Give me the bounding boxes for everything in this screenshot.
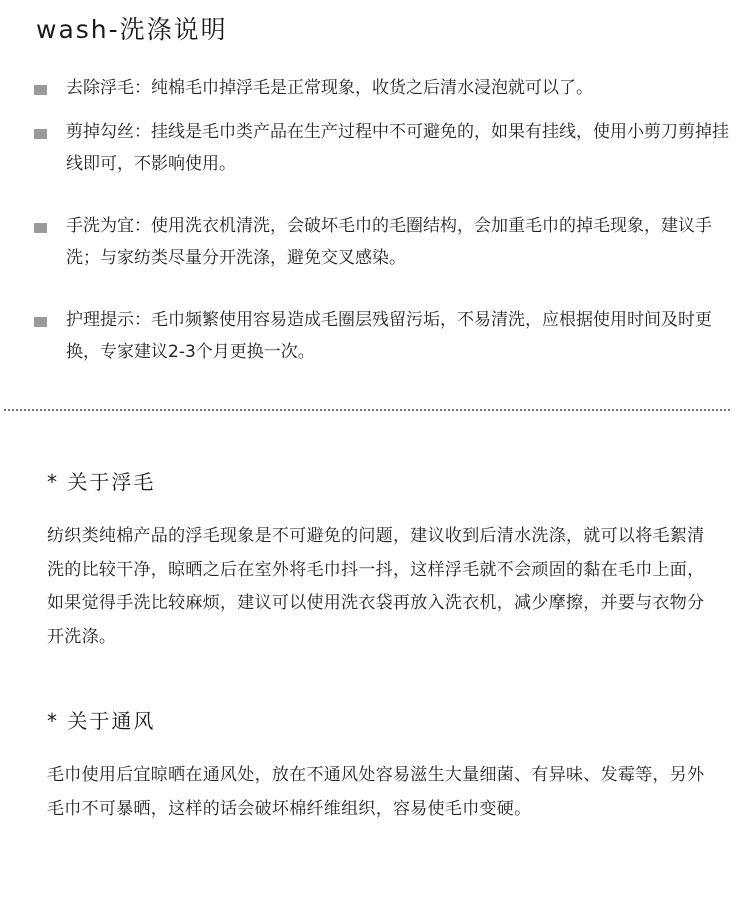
square-bullet-icon	[34, 223, 47, 233]
care-item-text: 手洗为宜：使用洗衣机清洗，会破坏毛巾的毛圈结构，会加重毛巾的掉毛现象，建议手洗；与家纺类尽量分开洗涤，避免交叉感染。	[66, 216, 712, 268]
care-item-cut-snags	[34, 116, 734, 180]
care-instructions-list	[34, 66, 734, 368]
care-item-text: 护理提示：毛巾频繁使用容易造成毛圈层残留污垢，不易清洗，应根据使用时间及时更换，专家建议2-3个月更换一次。	[66, 310, 712, 362]
square-bullet-icon	[34, 317, 47, 327]
section-heading-ventilation: * 关于通风	[47, 709, 156, 733]
dotted-divider	[4, 409, 730, 411]
section-heading-lint: * 关于浮毛	[47, 470, 156, 494]
care-item-text: 剪掉勾丝：挂线是毛巾类产品在生产过程中不可避免的，如果有挂线，使用小剪刀剪掉挂线即可，不影响使用。	[66, 122, 729, 174]
section-body-ventilation: 毛巾使用后宜晾晒在通风处，放在不通风处容易滋生大量细菌、有异味、发霉等，另外毛巾不可暴晒，这样的话会破坏棉纤维组织，容易使毛巾变硬。	[47, 765, 705, 819]
section-body-lint: 纺织类纯棉产品的浮毛现象是不可避免的问题，建议收到后清水洗涤，就可以将毛絮清洗的比较干净，晾晒之后在室外将毛巾抖一抖，这样浮毛就不会顽固的黏在毛巾上面，如果觉得手洗比较麻烦，建议可以使用洗衣袋再放入洗衣机，减少摩擦，并要与衣物分开洗涤。	[47, 526, 705, 647]
square-bullet-icon	[34, 129, 47, 139]
square-bullet-icon	[34, 85, 47, 95]
care-item-hand-wash	[34, 210, 734, 274]
page-title: wash-洗涤说明	[36, 15, 228, 44]
care-item-care-tips	[34, 304, 734, 368]
care-item-text: 去除浮毛：纯棉毛巾掉浮毛是正常现象，收货之后清水浸泡就可以了。	[66, 78, 593, 98]
care-item-remove-lint	[34, 72, 734, 104]
